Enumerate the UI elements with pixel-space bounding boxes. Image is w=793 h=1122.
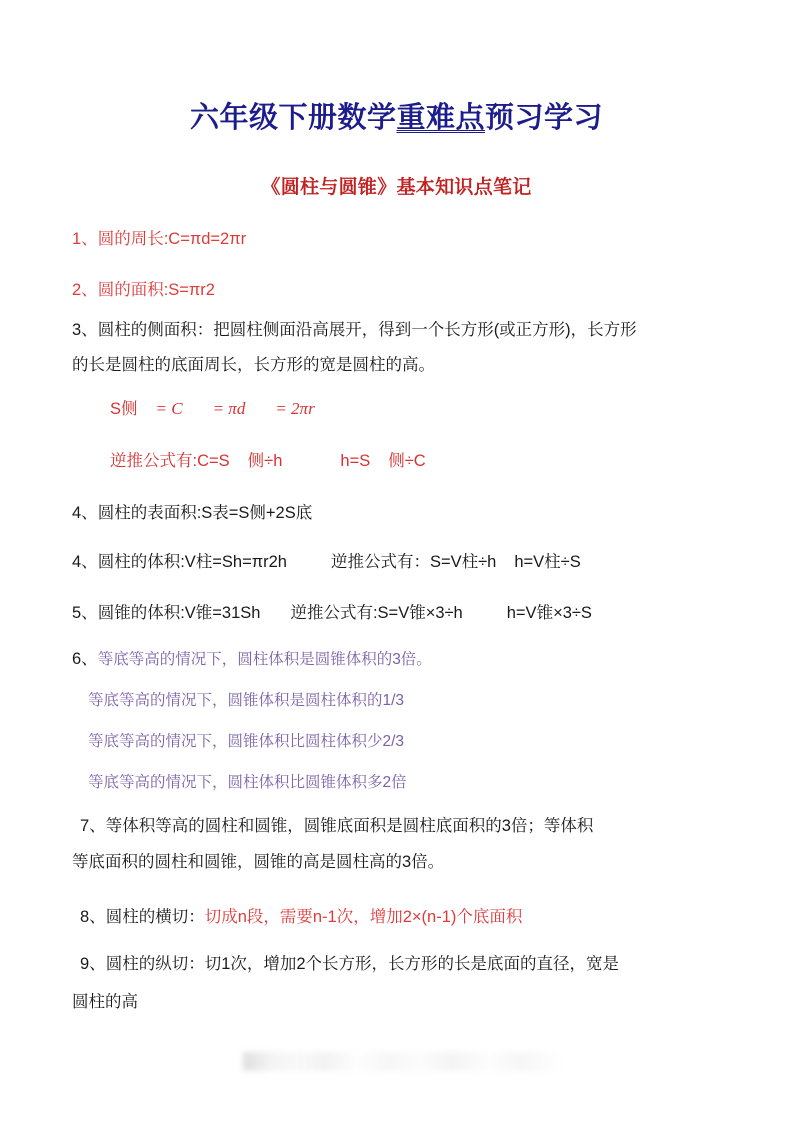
item-3-number: 3、: [72, 321, 98, 339]
formula-s-side-eq-c: = C: [155, 399, 183, 418]
item-2-number: 2、: [72, 281, 98, 299]
note-item-6: [72, 650, 432, 669]
note-item-3-line-2: 的长是圆柱的底面周长，长方形的宽是圆柱的高。: [72, 356, 435, 374]
item-8-number: 8、: [80, 908, 106, 926]
item-4-surface-number: 4、: [72, 504, 98, 522]
reverse-formula-h: h=S: [340, 452, 371, 470]
note-item-2: [72, 281, 215, 300]
reverse-formula-c-tail: 侧÷h: [247, 452, 283, 470]
reverse-formula-label: 逆推公式有:: [110, 452, 198, 470]
item-5-number: 5、: [72, 604, 98, 622]
note-item-5-cone-volume: [72, 604, 592, 623]
item-5-text: 圆锥的体积:V锥=31Sh: [97, 604, 261, 622]
note-item-6-subline-1: 等底等高的情况下，圆锥体积是圆柱体积的1/3: [88, 692, 405, 709]
note-item-6-subline-2: 等底等高的情况下，圆锥体积比圆柱体积少2/3: [88, 733, 405, 750]
item-2-text: 圆的面积:S=πr2: [97, 281, 215, 299]
page-subtitle: 《圆柱与圆锥》基本知识点笔记: [261, 177, 532, 198]
cyl-vol-reverse-s: S=V柱÷h: [429, 553, 497, 571]
note-item-7-line-1: [80, 817, 593, 836]
redacted-watermark: [243, 1052, 559, 1071]
title-prefix: 六年级下册数学: [189, 102, 397, 134]
cyl-vol-reverse-label: 逆推公式有：: [330, 553, 430, 571]
item-9-number: 9、: [80, 955, 106, 973]
item-4-volume-number: 4、: [72, 553, 98, 571]
title-suffix: 预习学习: [485, 102, 604, 134]
item-1-text: 圆的周长:C=πd=2πr: [97, 230, 247, 248]
reverse-formula-h-tail: 侧÷C: [388, 452, 426, 470]
cone-vol-reverse-label: 逆推公式有:: [290, 604, 378, 622]
item-4-volume-text: 圆柱的体积:V柱=Sh=πr2h: [97, 553, 287, 571]
formula-lateral-area: [110, 399, 315, 419]
item-8-highlight: 切成n段，需要n-1次，增加2×(n-1)个底面积: [204, 908, 523, 926]
item-7-number: 7、: [80, 817, 106, 835]
note-item-9-line-2: 圆柱的高: [72, 993, 138, 1011]
cone-vol-reverse-s: S=V锥×3÷h: [377, 604, 463, 622]
note-item-4-surface: [72, 504, 312, 523]
item-7-text: 等体积等高的圆柱和圆锥，圆锥底面积是圆柱底面积的3倍；等体积: [105, 817, 594, 835]
note-item-9-line-1: [80, 955, 619, 974]
note-item-6-subline-3: 等底等高的情况下，圆柱体积比圆锥体积多2倍: [88, 774, 407, 791]
item-3-text: 圆柱的侧面积：把圆柱侧面沿高展开，得到一个长方形(或正方形)，长方形: [97, 321, 637, 339]
item-1-number: 1、: [72, 230, 98, 248]
page-title: [0, 95, 793, 136]
note-item-8: [80, 908, 522, 927]
cyl-vol-reverse-h: h=V柱÷S: [514, 553, 581, 571]
note-item-4-volume: [72, 553, 581, 572]
note-item-7-line-2: 等底面积的圆柱和圆锥，圆锥的高是圆柱高的3倍。: [72, 853, 445, 871]
formula-lateral-reverse: [110, 452, 426, 471]
item-8-label: 圆柱的横切：: [105, 908, 205, 926]
item-4-surface-text: 圆柱的表面积:S表=S侧+2S底: [97, 504, 313, 522]
item-6-number: 6、: [72, 650, 98, 668]
formula-s-side-eq-2pir: = 2πr: [275, 399, 315, 418]
title-underlined-emphasis: 重难点: [396, 102, 485, 134]
formula-s-side-eq-pid: = πd: [212, 399, 246, 418]
item-9-text: 圆柱的纵切：切1次，增加2个长方形，长方形的长是底面的直径，宽是: [105, 955, 620, 973]
cone-vol-reverse-h: h=V锥×3÷S: [506, 604, 592, 622]
note-item-3-line-1: [72, 321, 637, 340]
item-6-text: 等底等高的情况下，圆柱体积是圆锥体积的3倍。: [97, 651, 432, 668]
formula-s-side-label: S侧: [110, 400, 138, 418]
note-item-1: [72, 230, 246, 249]
reverse-formula-c: C=S: [197, 452, 230, 470]
